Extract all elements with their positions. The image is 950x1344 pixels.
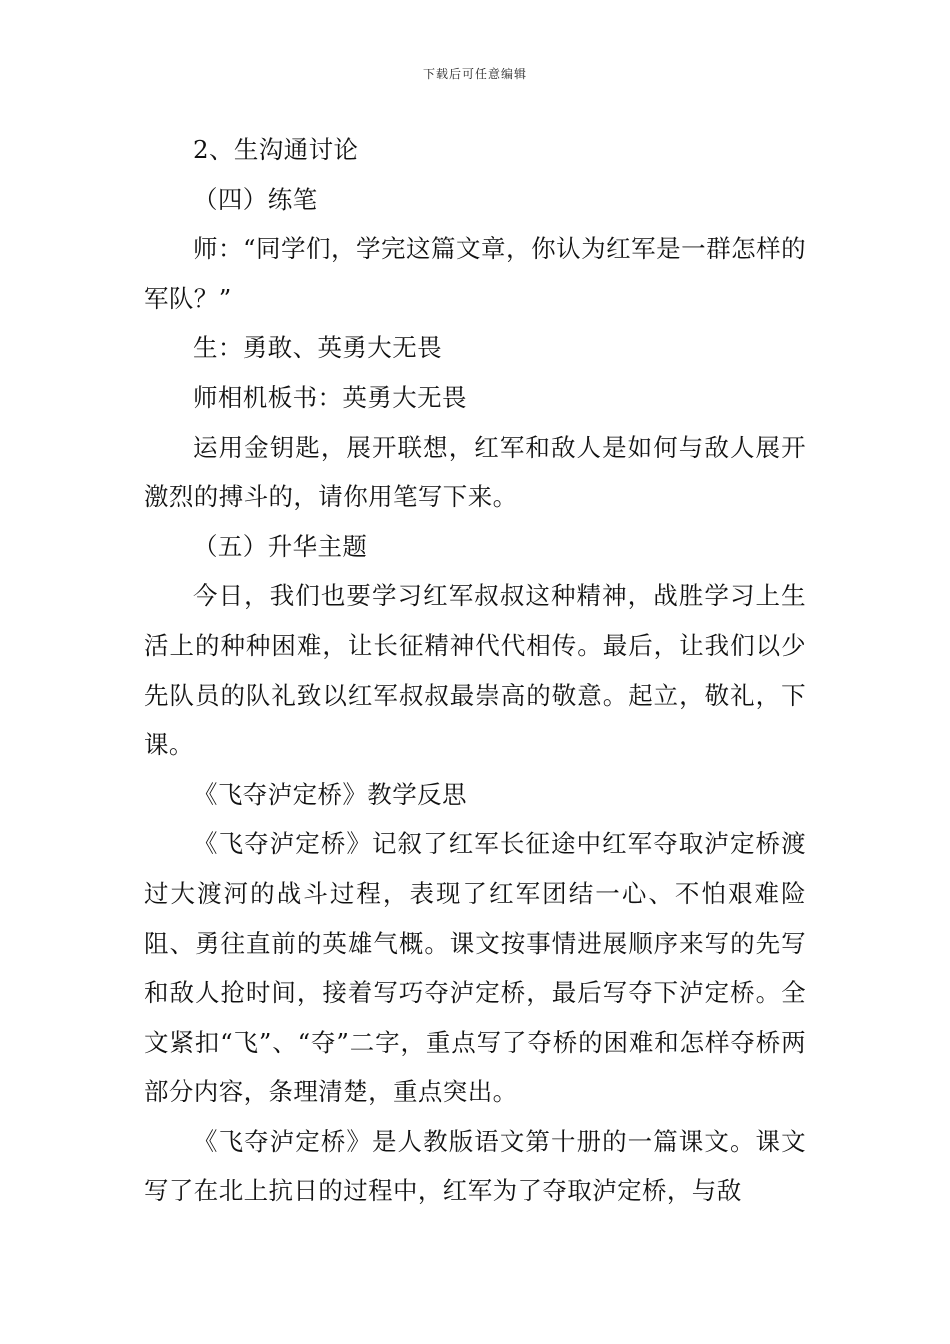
paragraph-board-note: 师相机板书：英勇大无畏 [193,382,467,412]
paragraph-teacher-question: 师：“同学们，学完这篇文章，你认为红军是一群怎样的军队？” [144,234,806,313]
paragraph-discussion: 2、生沟通讨论 [193,135,359,164]
section-heading-practice: （四）练笔 [193,184,318,214]
paragraph-writing-task: 运用金钥匙，展开联想，红军和敌人是如何与敌人展开激烈的搏斗的，请你用笔写下来。 [144,432,806,512]
document-body [144,125,806,1216]
paragraph-reflection-summary: 《飞夺泸定桥》记叙了红军长征途中红军夺取泸定桥渡过大渡河的战斗过程，表现了红军团结一心、不怕艰难险阻、勇往直前的英雄气概。课文按事情进展顺序来写的先写和敌人抢时间，接着写巧夺泸定桥，最后写夺下泸定桥。全文紧扣“飞”、“夺”二字，重点写了夺桥的困难和怎样夺桥两部分内容，条理清楚，重点突出。 [144,829,806,1107]
section-heading-theme: （五）升华主题 [193,531,368,561]
paragraph-student-answer: 生：勇敢、英勇大无畏 [193,333,442,363]
page-header-caption: 下载后可任意编辑 [422,67,527,81]
paragraph-reflection-context: 《飞夺泸定桥》是人教版语文第十册的一篇课文。课文写了在北上抗日的过程中，红军为了夺取泸定桥，与敌 [144,1126,806,1206]
paragraph-conclusion: 今日，我们也要学习红军叔叔这种精神，战胜学习上生活上的种种困难，让长征精神代代相传。最后，让我们以少先队员的队礼致以红军叔叔最崇高的敬意。起立，敬礼，下课。 [144,581,806,760]
section-heading-reflection: 《飞夺泸定桥》教学反思 [193,779,467,809]
